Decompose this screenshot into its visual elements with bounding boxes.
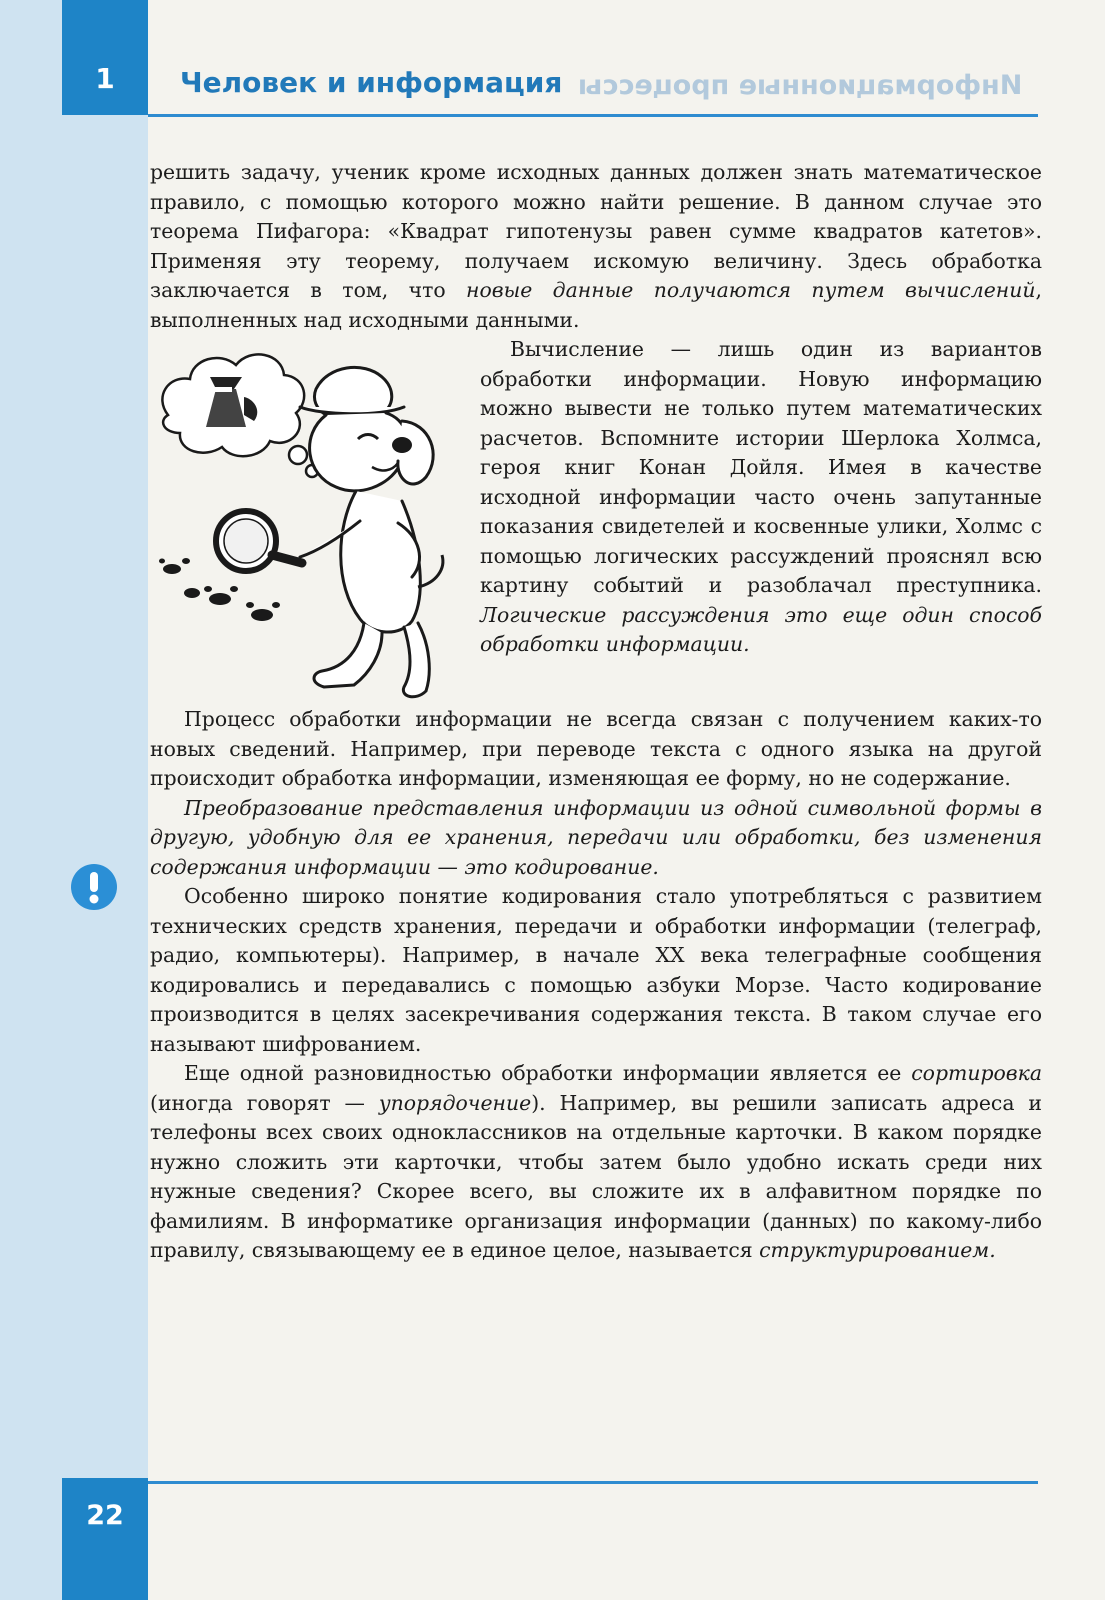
p1-emphasis: новые данные получаются путем вычислений [466,278,1036,302]
exclamation-icon [71,864,117,910]
show-through-title: Информационные процессы [578,70,1023,101]
chapter-tab [62,0,148,115]
page-body [150,158,1042,1266]
running-header-title: Человек и информация [180,66,563,99]
p2-text-1: Вычисление — лишь один из вариантов обработки информации. Новую информацию можно вывести не только путем математических расчетов. Вспомните истории Шерлока Холмса, героя книг Конан Дойля. Имея в качестве исходной информации часто очень запутанные показания свидетелей и косвенные улики, Холмс с помощью логических рассуждений прояснял всю картину событий и разоблачал преступника. [480,337,1042,597]
p1-text-2: , выполненных над исходными данными. [150,278,1042,332]
margin-strip [0,0,148,1600]
p6-text-2: (иногда говорят — [150,1090,379,1115]
p6-text-1: Еще одной разновидностью обработки информации является ее [184,1061,912,1085]
paragraph-3 [150,705,1042,794]
page-number: 22 [86,1500,124,1531]
p6-emphasis-1: сортировка [911,1061,1042,1085]
p6-emphasis-3: структурированием. [759,1238,996,1262]
paragraph-1 [150,158,1042,335]
p1-text-1: решить задачу, ученик кроме исходных данных должен знать математическое правило, с помощью которого можно найти решение. В данном случае это теорема Пифагора: «Квадрат гипотенузы равен сумме квадратов катетов». Применяя эту теорему, получаем искомую величину. Здесь обработка заключается в том, что [150,160,1042,302]
p6-emphasis-2: упорядочение [378,1090,532,1115]
p5-text-1: Особенно широко понятие кодирования стало употребляться с развитием технических средств хранения, передачи и обработки информации (телеграф, радио, компьютеры). Например, в начале XX века телеграфные сообщения кодировались и передавались с помощью азбуки Морзе. Часто кодирование производится в целях засекречивания содержания текста. В таком случае его называют шифрованием. [150,884,1042,1056]
paragraph-6 [150,1059,1042,1266]
p6-text-3: ). Например, вы решили записать адреса и телефоны всех своих одноклассников на отдельные карточки. В каком порядке нужно сложить эти карточки, чтобы затем было удобно искать среди них нужные сведения? Скорее всего, вы сложите их в алфавитном порядке по фамилиям. В информатике организация информации (данных) по какому-либо правилу, связывающему ее в единое целое, называется [150,1090,1042,1262]
header-rule [148,114,1038,117]
footer-rule [148,1481,1038,1484]
chapter-number: 1 [95,62,115,95]
definition-coding [150,794,1042,883]
p3-text-1: Процесс обработки информации не всегда связан с получением каких-то новых сведений. Например, при переводе текста с одного языка на другой происходит обработка информации, изменяющая ее форму, но не содержание. [150,707,1042,790]
detective-dog-illustration [150,337,480,705]
page-number-tab [62,1478,148,1600]
p2-emphasis: Логические рассуждения это еще один способ обработки информации. [480,602,1042,656]
p4-emphasis: Преобразование представления информации из одной символьной формы в другую, удобную для ее хранения, передачи или обработки, без изменения содержания информации — это кодирование. [150,795,1042,879]
paragraph-5 [150,882,1042,1059]
